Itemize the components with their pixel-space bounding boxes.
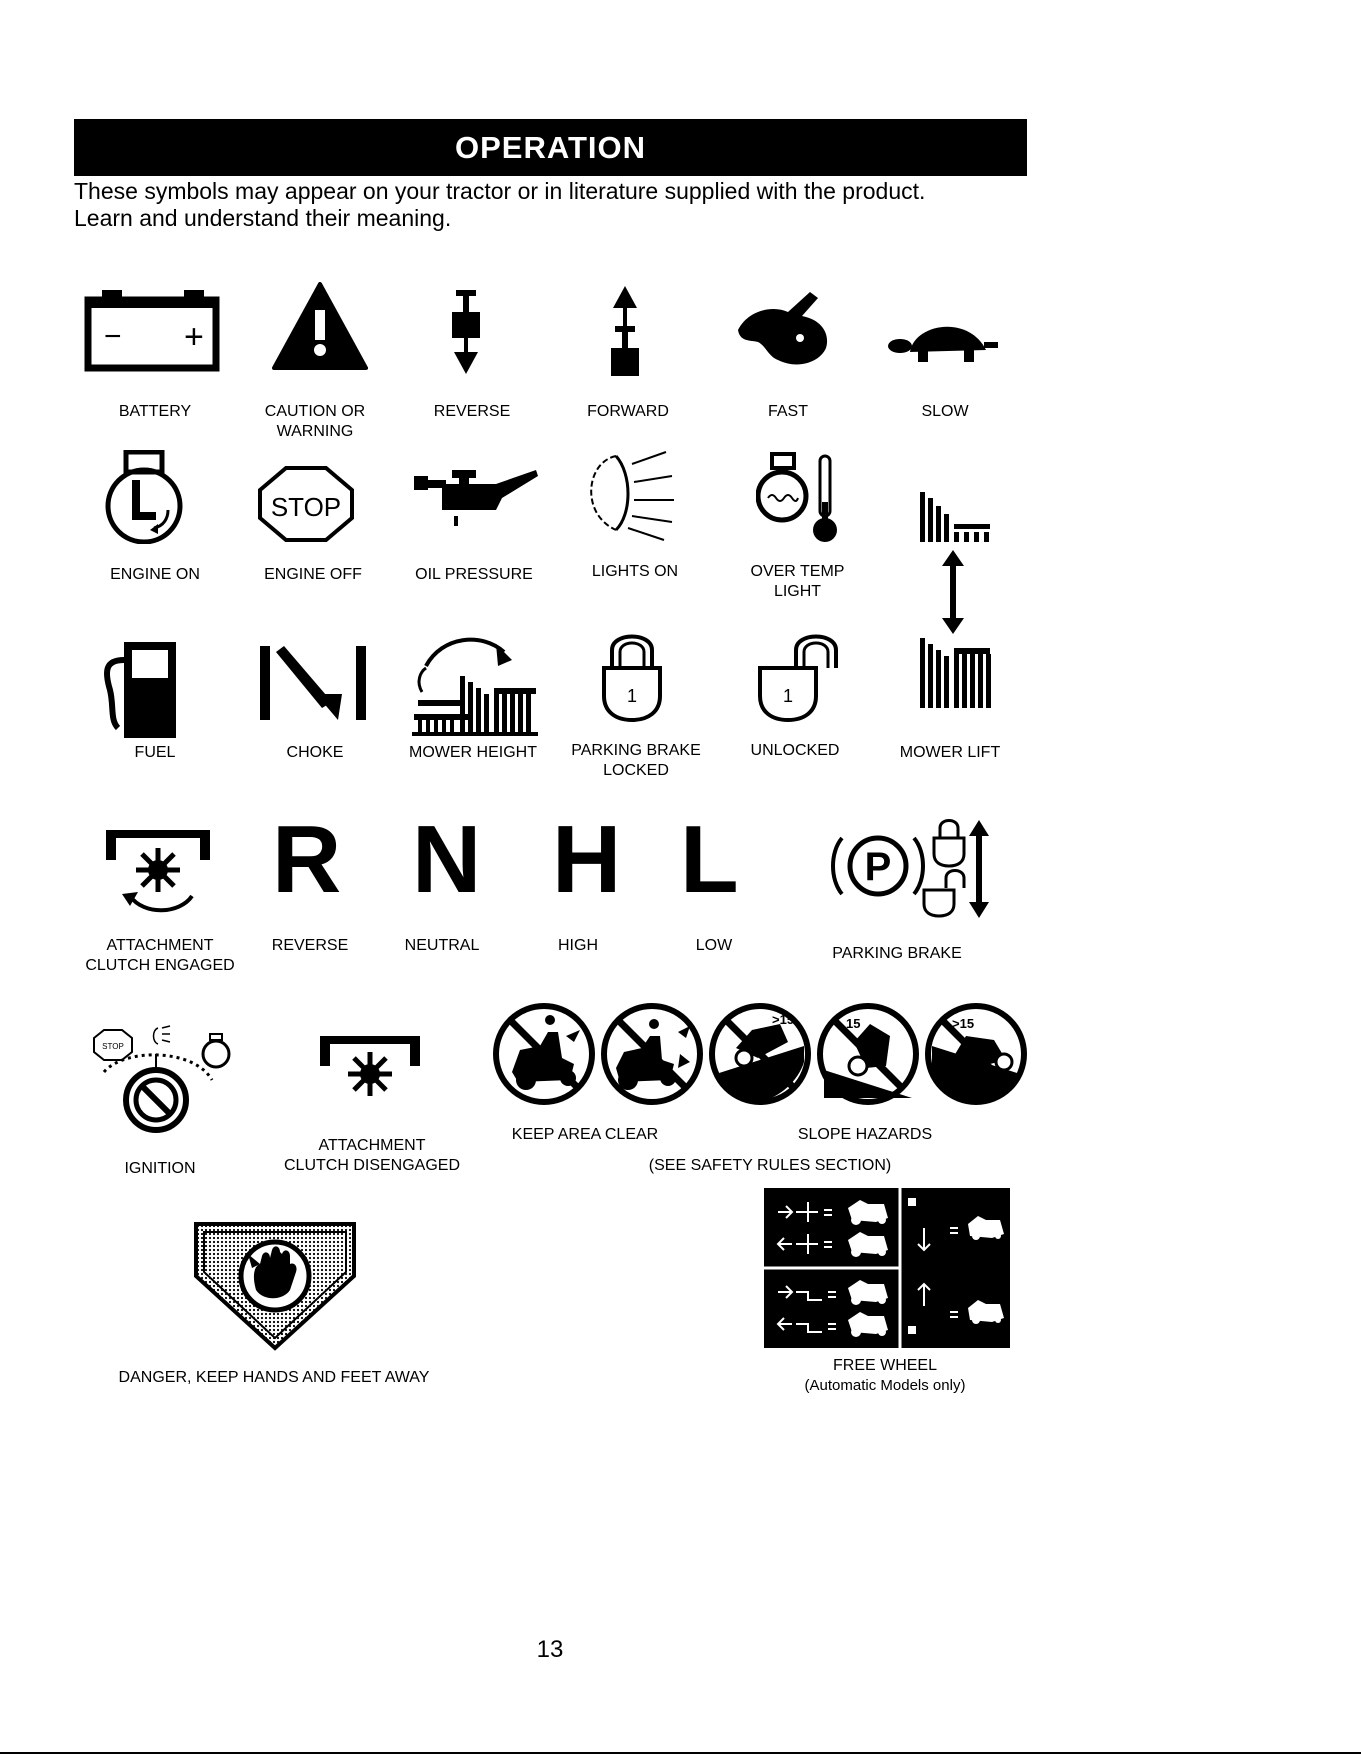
parking-brake-label: PARKING BRAKE — [832, 945, 962, 962]
padlock-unlocked-icon — [756, 628, 850, 724]
danger-hands-label: DANGER, KEEP HANDS AND FEET AWAY — [118, 1369, 430, 1386]
svg-text:1: 1 — [626, 686, 638, 706]
svg-text:STOP: STOP — [270, 492, 342, 522]
turtle-icon — [888, 312, 1000, 370]
slope-hazards-label: SLOPE HAZARDS — [797, 1126, 933, 1143]
fuel-label: FUEL — [134, 744, 176, 761]
fuel-pump-icon — [100, 640, 182, 740]
battery-icon — [84, 290, 222, 372]
slow-label: SLOW — [921, 403, 969, 420]
engine-temperature-icon — [756, 452, 838, 548]
caution-label: CAUTION OR WARNING — [264, 403, 366, 440]
gear-low-letter: L — [680, 806, 739, 913]
choke-label: CHOKE — [286, 744, 344, 761]
svg-text:+: + — [184, 318, 204, 356]
mower-height-label: MOWER HEIGHT — [409, 744, 537, 761]
attachment-engaged-label: ATTACHMENT CLUTCH ENGAGED — [85, 937, 235, 974]
reverse-arrow-label: REVERSE — [433, 403, 511, 420]
over-temp-label: OVER TEMP LIGHT — [750, 563, 845, 600]
gear-high-letter: H — [552, 806, 622, 913]
keep-area-clear-child-icon — [600, 1002, 704, 1106]
slope-uphill-icon — [708, 1002, 812, 1106]
forward-label: FORWARD — [587, 403, 669, 420]
mower-lift-icon — [914, 488, 994, 712]
choke-icon — [258, 644, 368, 722]
parking-brake-locked-label: PARKING BRAKE LOCKED — [571, 742, 701, 779]
gear-reverse-letter: R — [272, 806, 342, 913]
svg-text:>15: >15 — [952, 1016, 975, 1031]
fast-label: FAST — [767, 403, 808, 420]
neutral-label: NEUTRAL — [404, 937, 480, 954]
mower-lift-label: MOWER LIFT — [899, 744, 1001, 761]
ignition-switch-icon — [84, 1020, 244, 1134]
svg-text:P: P — [864, 845, 892, 889]
lights-on-label: LIGHTS ON — [591, 563, 679, 580]
warning-triangle-icon — [272, 282, 368, 372]
reverse-arrow-icon — [446, 288, 486, 378]
engine-on-icon — [96, 450, 196, 544]
reverse-gear-label: REVERSE — [271, 937, 349, 954]
attachment-clutch-disengaged-icon — [318, 1030, 422, 1100]
danger-hands-feet-icon — [192, 1220, 358, 1352]
keep-area-clear-label: KEEP AREA CLEAR — [511, 1126, 659, 1143]
intro-line-2: Learn and understand their meaning. — [74, 205, 452, 231]
slope-downhill-icon — [924, 1002, 1028, 1106]
padlock-locked-icon — [600, 628, 664, 724]
headlight-icon — [576, 444, 686, 544]
intro-text — [74, 178, 1074, 232]
low-label: LOW — [695, 937, 733, 954]
oil-can-icon — [412, 468, 540, 528]
page-number: 13 — [536, 1636, 564, 1663]
gear-neutral-letter: N — [412, 806, 482, 913]
keep-area-clear-tractor-icon — [492, 1002, 596, 1106]
slope-tipping-icon — [816, 1002, 920, 1106]
svg-text:15: 15 — [846, 1016, 861, 1031]
free-wheel-label: FREE WHEEL — [832, 1357, 937, 1374]
ignition-label: IGNITION — [124, 1160, 196, 1177]
rabbit-icon — [728, 290, 838, 374]
svg-text:1: 1 — [782, 686, 794, 706]
bottom-rule — [0, 1752, 1361, 1754]
unlocked-label: UNLOCKED — [750, 742, 840, 759]
forward-arrow-icon — [605, 286, 645, 380]
battery-label: BATTERY — [118, 403, 192, 420]
section-title: OPERATION — [74, 119, 1027, 176]
see-safety-label: (SEE SAFETY RULES SECTION) — [648, 1157, 892, 1174]
high-label: HIGH — [558, 937, 598, 954]
engine-on-label: ENGINE ON — [110, 566, 200, 583]
attachment-clutch-engaged-icon — [104, 820, 214, 916]
svg-text:STOP: STOP — [102, 1042, 124, 1051]
free-wheel-note: (Automatic Models only) — [804, 1377, 966, 1394]
intro-line-1: These symbols may appear on your tractor or in literature supplied with the product. — [74, 178, 926, 204]
stop-sign-icon — [258, 466, 354, 542]
oil-pressure-label: OIL PRESSURE — [415, 566, 533, 583]
engine-off-label: ENGINE OFF — [264, 566, 362, 583]
mower-height-icon — [412, 626, 540, 738]
parking-brake-icon — [830, 818, 1000, 920]
attachment-disengaged-label: ATTACHMENT CLUTCH DISENGAGED — [283, 1137, 461, 1174]
free-wheel-diagram-icon — [764, 1188, 1010, 1348]
svg-text:>15: >15 — [772, 1012, 795, 1027]
svg-text:−: − — [104, 320, 122, 353]
